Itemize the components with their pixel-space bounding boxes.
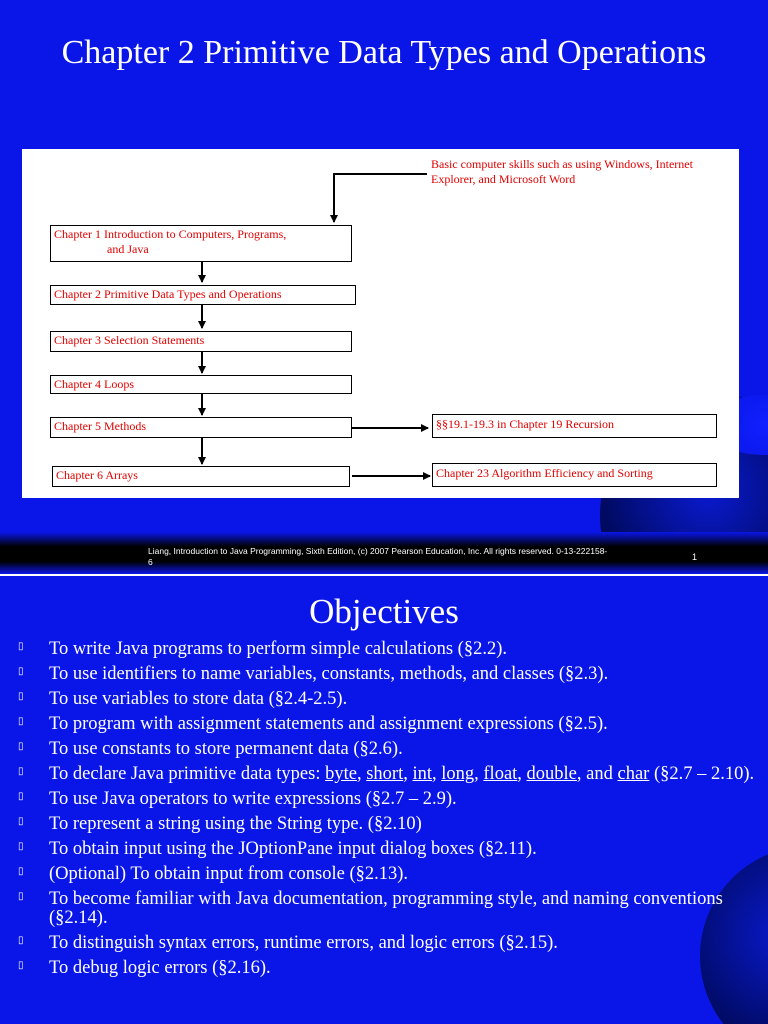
list-item: ▯ To distinguish syntax errors, runtime errors, and logic errors (§2.15).: [18, 933, 558, 953]
bullet-icon: ▯: [18, 666, 24, 677]
type-link-byte[interactable]: byte: [325, 764, 357, 784]
bullet-icon: ▯: [18, 816, 24, 827]
chapter-2-box: Chapter 2 Primitive Data Types and Operations: [50, 285, 356, 305]
bullet-icon: ▯: [18, 741, 24, 752]
bullet-icon: ▯: [18, 841, 24, 852]
chapter-23-box: Chapter 23 Algorithm Efficiency and Sorting: [432, 463, 717, 487]
bullet-icon: ▯: [18, 641, 24, 652]
list-item: ▯ To become familiar with Java documentation, programming style, and naming conventions (§2.14).: [18, 889, 723, 928]
chapter-3-box: Chapter 3 Selection Statements: [50, 331, 352, 352]
list-item: ▯ To obtain input using the JOptionPane input dialog boxes (§2.11).: [18, 839, 537, 859]
type-link-float[interactable]: float: [483, 764, 518, 784]
bullet-icon: ▯: [18, 791, 24, 802]
list-item: ▯ To use variables to store data (§2.4-2.5).: [18, 689, 348, 709]
objectives-list: [0, 640, 760, 984]
type-link-char[interactable]: char: [617, 764, 650, 784]
diagram-arrows: [22, 149, 739, 498]
list-item: ▯ (Optional) To obtain input from console (§2.13).: [18, 864, 409, 884]
chapter-5-box: Chapter 5 Methods: [50, 417, 352, 438]
bullet-icon: ▯: [18, 960, 24, 971]
slide-2: [0, 576, 768, 1024]
chapter-1-label: Chapter 1 Introduction to Computers, Programs,: [54, 227, 287, 241]
list-item: ▯ To use Java operators to write expressions (§2.7 – 2.9).: [18, 789, 457, 809]
bullet-icon: ▯: [18, 716, 24, 727]
bullet-icon: ▯: [18, 935, 24, 946]
copyright-footer: Liang, Introduction to Java Programming, Sixth Edition, (c) 2007 Pearson Education, Inc. All rights reserved. 0-13-222158-6: [148, 546, 608, 567]
list-item: ▯ To program with assignment statements and assignment expressions (§2.5).: [18, 714, 608, 734]
list-item: ▯ To write Java programs to perform simple calculations (§2.2).: [18, 639, 507, 659]
chapter-6-box: Chapter 6 Arrays: [52, 466, 350, 487]
chapter-1-label-cont: and Java: [107, 242, 149, 256]
list-item: ▯ To declare Java primitive data types: byte, short, int, long, float, double, and char (§2.7 – 2.10).: [18, 764, 755, 784]
bullet-icon: ▯: [18, 866, 24, 877]
chapter-flow-diagram: [22, 149, 739, 498]
list-item: ▯ To use constants to store permanent data (§2.6).: [18, 739, 403, 759]
list-item: ▯ To use identifiers to name variables, constants, methods, and classes (§2.3).: [18, 664, 609, 684]
slide-title-objectives: Objectives: [309, 592, 459, 631]
type-link-int[interactable]: int: [412, 764, 432, 784]
bullet-icon: ▯: [18, 691, 24, 702]
chapter-19-box: §§19.1-19.3 in Chapter 19 Recursion: [432, 414, 717, 438]
chapter-1-box: [50, 225, 352, 262]
arrow-note-to-ch1: [334, 174, 427, 222]
bullet-icon: ▯: [18, 766, 24, 777]
chapter-4-box: Chapter 4 Loops: [50, 375, 352, 394]
type-link-short[interactable]: short: [366, 764, 404, 784]
slide-title: Chapter 2 Primitive Data Types and Operations: [61, 34, 707, 71]
type-link-long[interactable]: long: [441, 764, 475, 784]
prerequisite-note: Basic computer skills such as using Windows, Internet Explorer, and Microsoft Word: [431, 157, 693, 186]
bullet-icon: ▯: [18, 891, 24, 902]
list-item: ▯ To debug logic errors (§2.16).: [18, 958, 271, 978]
page-number: 1: [692, 552, 698, 562]
type-link-double[interactable]: double: [526, 764, 577, 784]
list-item: ▯ To represent a string using the String type. (§2.10): [18, 814, 422, 834]
